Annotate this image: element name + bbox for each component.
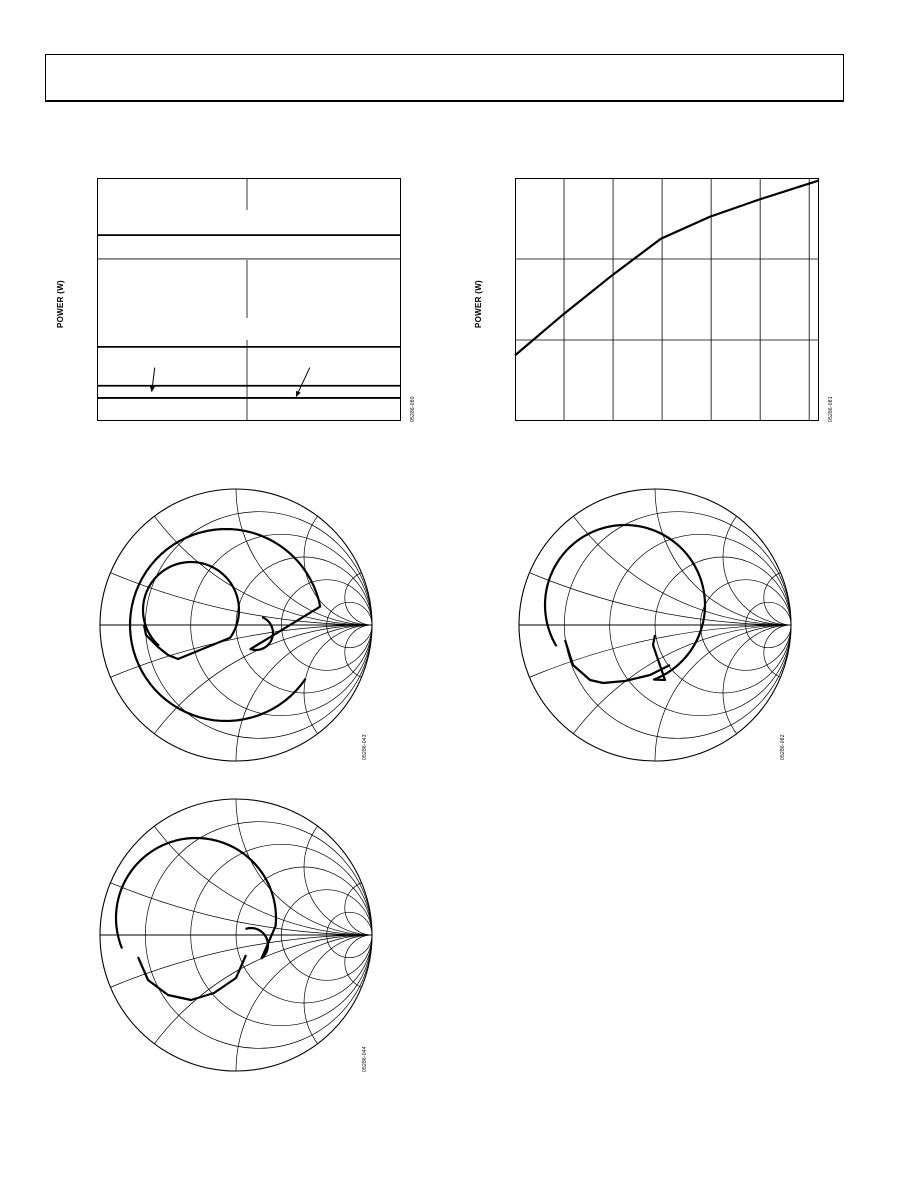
- power-chart-2: [515, 178, 819, 421]
- smith-reactance-arc: [723, 489, 859, 625]
- smith-reactance-arc: [0, 935, 918, 1188]
- plot-frame: [516, 179, 819, 421]
- smith-chart-2-plot: [515, 485, 795, 765]
- smith-chart-1: [96, 485, 376, 765]
- page-header-box: [45, 54, 844, 102]
- smith-chart-3-figure-id: 05286-044: [362, 1046, 368, 1072]
- smith-3-outer-trace: [116, 838, 276, 958]
- smith-1-inner-trace: [143, 562, 239, 659]
- power-chart-2-plot: [515, 178, 819, 421]
- smith-reactance-arc: [304, 489, 440, 625]
- power-chart-2-figure-id: 05286-081: [828, 396, 834, 422]
- smith-chart-3-plot: [96, 795, 376, 1075]
- smith-chart-2: [515, 485, 795, 765]
- smith-reactance-arc: [304, 625, 440, 761]
- power-curve: [515, 180, 819, 355]
- annotation-arrowhead-1: [150, 386, 155, 392]
- power-chart-1-ylabel: POWER (W): [56, 279, 65, 328]
- power-chart-1: [97, 178, 401, 421]
- smith-chart-1-plot: [96, 485, 376, 765]
- smith-reactance-arc: [304, 935, 440, 1071]
- smith-reactance-arc: [236, 935, 508, 1188]
- smith-chart-3: [96, 795, 376, 1075]
- power-chart-2-ylabel: POWER (W): [474, 279, 483, 328]
- power-chart-1-plot: [97, 178, 401, 421]
- smith-reactance-arc: [519, 625, 918, 1169]
- smith-reactance-arc: [723, 625, 859, 761]
- power-chart-1-figure-id: 05286-080: [410, 396, 416, 422]
- smith-chart-1-figure-id: 05286-043: [362, 734, 368, 760]
- smith-chart-2-figure-id: 05286-082: [780, 734, 786, 760]
- plot-frame: [98, 179, 401, 421]
- smith-reactance-arc: [304, 799, 440, 935]
- smith-reactance-arc: [655, 625, 918, 897]
- smith-reactance-arc: [100, 935, 644, 1188]
- smith-3-inner-trace: [138, 955, 246, 1000]
